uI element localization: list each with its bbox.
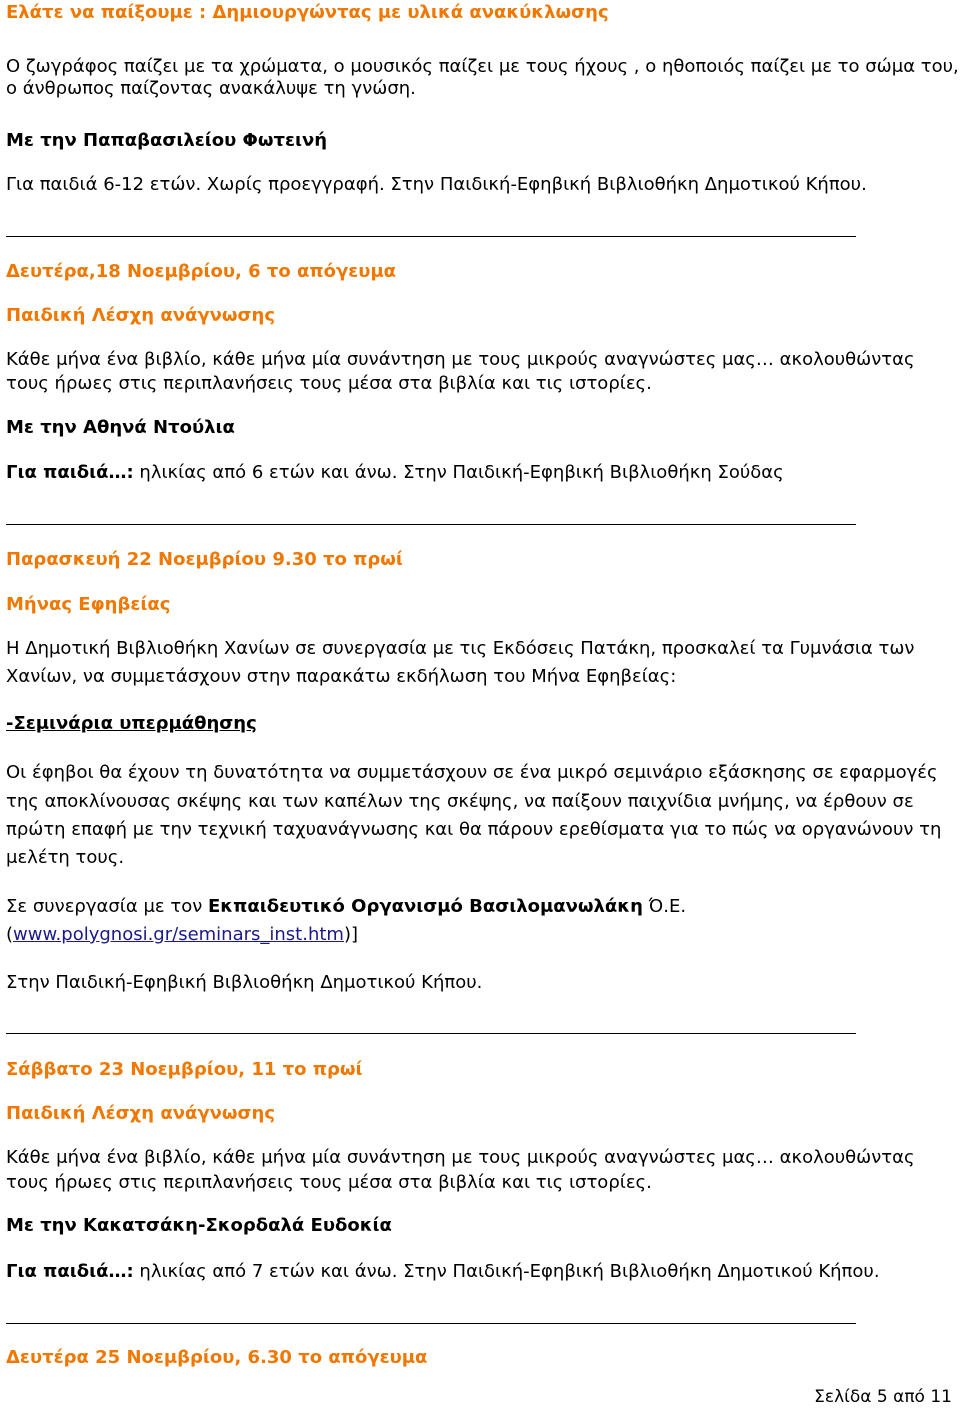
event4-title: Παιδική Λέσχη ανάγνωσης <box>6 1103 276 1124</box>
event2-audience <box>6 462 784 484</box>
event3-partner <box>6 896 686 918</box>
event3-title: Μήνας Εφηβείας <box>6 594 171 615</box>
polygnosi-link[interactable]: www.polygnosi.gr/seminars_inst.htm <box>13 924 344 945</box>
event3-link-line <box>6 924 358 946</box>
separator-line <box>6 1323 856 1324</box>
separator-line <box>6 1033 856 1034</box>
event2-audience-label: Για παιδιά…: <box>6 462 134 483</box>
event2-description-line: τους ήρωες στις περιπλανήσεις τους μέσα στα βιβλία και τις ιστορίες. <box>6 373 652 394</box>
event3-partner-name: Εκπαιδευτικό Οργανισμό Βασιλομανωλάκη <box>208 896 643 917</box>
event3-link-open: ( <box>6 924 14 945</box>
event3-description-line: Οι έφηβοι θα έχουν τη δυνατότητα να συμμετάσχουν σε ένα μικρό σεμινάριο εξάσκησης σε εφαρμογές <box>6 762 938 783</box>
event2-description-line: Κάθε μήνα ένα βιβλίο, κάθε μήνα μία συνάντηση με τους μικρούς αναγνώστες μας… ακολουθώντας <box>6 349 915 370</box>
event2-audience-text: ηλικίας από 6 ετών και άνω. Στην Παιδική-Εφηβική Βιβλιοθήκη Σούδας <box>133 462 784 483</box>
event3-partner-suffix: Ό.Ε. <box>642 896 687 917</box>
event2-title: Παιδική Λέσχη ανάγνωσης <box>6 305 276 326</box>
event1-description-line: Ο ζωγράφος παίζει με τα χρώματα, ο μουσικός παίζει με τους ήχους , ο ηθοποιός παίζει με το σώμα του, <box>6 56 959 77</box>
event3-intro-line: Χανίων, να συμμετάσχουν στην παρακάτω εκδήλωση του Μήνα Εφηβείας: <box>6 666 677 687</box>
event4-audience-label: Για παιδιά…: <box>6 1261 134 1282</box>
event4-date: Σάββατο 23 Νοεμβρίου, 11 το πρωί <box>6 1059 363 1080</box>
event3-intro-line: Η Δημοτική Βιβλιοθήκη Χανίων σε συνεργασία με τις Εκδόσεις Πατάκη, προσκαλεί τα Γυμνάσια των <box>6 638 915 659</box>
event1-audience: Για παιδιά 6-12 ετών. Χωρίς προεγγραφή. Στην Παιδική-Εφηβική Βιβλιοθήκη Δημοτικού Κήπου. <box>6 174 867 195</box>
event3-date: Παρασκευή 22 Νοεμβρίου 9.30 το πρωί <box>6 549 403 570</box>
event3-venue: Στην Παιδική-Εφηβική Βιβλιοθήκη Δημοτικού Κήπου. <box>6 972 483 993</box>
event2-date: Δευτέρα,18 Νοεμβρίου, 6 το απόγευμα <box>6 261 397 282</box>
page-number: Σελίδα 5 από 11 <box>814 1387 952 1407</box>
event1-host: Με την Παπαβασιλείου Φωτεινή <box>6 130 328 151</box>
separator-line <box>6 524 856 525</box>
event4-description-line: Κάθε μήνα ένα βιβλίο, κάθε μήνα μία συνάντηση με τους μικρούς αναγνώστες μας… ακολουθώντας <box>6 1147 915 1168</box>
event5-date: Δευτέρα 25 Νοεμβρίου, 6.30 το απόγευμα <box>6 1347 428 1368</box>
separator-line <box>6 236 856 237</box>
event4-host: Με την Κακατσάκη-Σκορδαλά Ευδοκία <box>6 1215 392 1236</box>
event3-description-line: πρώτη επαφή με την τεχνική ταχυανάγνωσης και θα πάρουν ερεθίσματα για το πώς να οργανώνουν τη <box>6 819 942 840</box>
event2-host: Με την Αθηνά Ντούλια <box>6 417 235 438</box>
event4-audience-text: ηλικίας από 7 ετών και άνω. Στην Παιδική-Εφηβική Βιβλιοθήκη Δημοτικού Κήπου. <box>133 1261 880 1282</box>
event3-link-close: )] <box>343 924 359 945</box>
event3-description-line: της αποκλίνουσας σκέψης και των καπέλων της σκέψης, να παίξουν παιχνίδια μνήμης, να έρθουν σε <box>6 791 914 812</box>
event3-description-line: μελέτη τους. <box>6 847 125 868</box>
event4-description-line: τους ήρωες στις περιπλανήσεις τους μέσα στα βιβλία και τις ιστορίες. <box>6 1172 652 1193</box>
event1-title: Ελάτε να παίξουμε : Δημιουργώντας με υλικά ανακύκλωσης <box>6 2 609 23</box>
event1-description-line: ο άνθρωπος παίζοντας ανακάλυψε τη γνώση. <box>6 78 416 99</box>
event3-partner-prefix: Σε συνεργασία με τον <box>6 896 208 917</box>
event4-audience <box>6 1261 880 1283</box>
event3-subtitle: -Σεμινάρια υπερμάθησης <box>6 713 257 734</box>
